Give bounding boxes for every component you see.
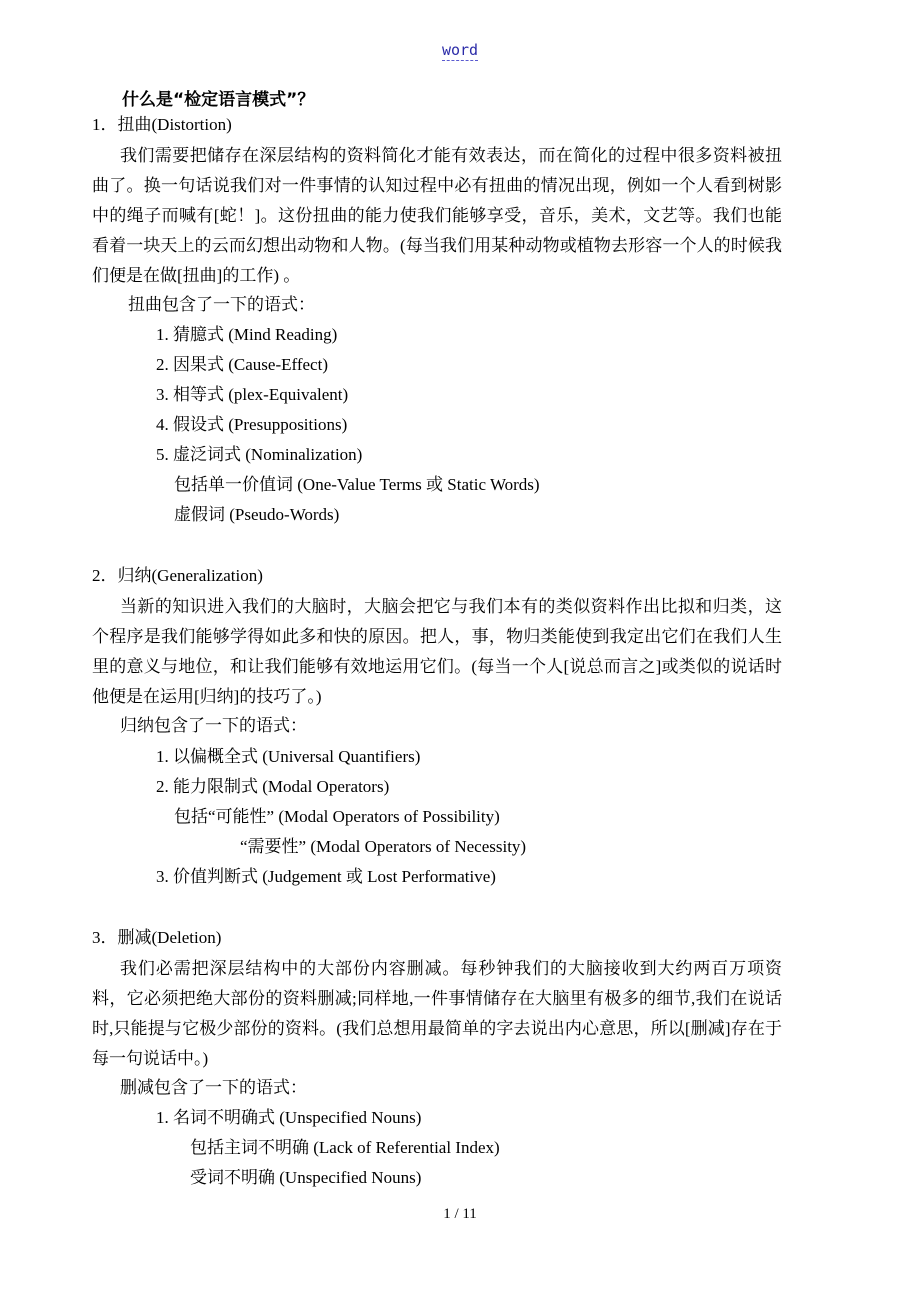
list-item: 2. 能力限制式 (Modal Operators) bbox=[156, 777, 390, 796]
page-title: 什么是“检定语言模式”？ bbox=[122, 90, 315, 110]
list-item: 3. 相等式 (plex-Equivalent) bbox=[156, 385, 349, 404]
list-subitem: 包括主词不明确 (Lack of Referential Index) bbox=[190, 1138, 500, 1157]
section-heading-distortion: 1．扭曲(Distortion) bbox=[92, 115, 232, 134]
list-subitem: 包括单一价值词 (One-Value Terms 或 Static Words) bbox=[174, 475, 540, 494]
list-item: 5. 虚泛词式 (Nominalization) bbox=[156, 445, 363, 464]
list-item: 1. 以偏概全式 (Universal Quantifiers) bbox=[156, 747, 421, 766]
section-paragraph-deletion: 我们必需把深层结构中的大部份内容删减。每秒钟我们的大脑接收到大约两百万项资料，它必须把绝大部份的资料删减;同样地,一件事情储存在大脑里有极多的细节,我们在说话时,只能提与它极少部份的资料。(我们总想用最简单的字去说出内心意思，所以[删减]存在于每一句说话中。) bbox=[92, 959, 782, 1068]
list-subitem: “需要性” (Modal Operators of Necessity) bbox=[240, 837, 527, 856]
list-item: 3. 价值判断式 (Judgement 或 Lost Performative) bbox=[156, 867, 496, 886]
list-subitem: 受词不明确 (Unspecified Nouns) bbox=[190, 1168, 422, 1187]
section-heading-deletion: 3．删减(Deletion) bbox=[92, 928, 222, 947]
list-item: 4. 假设式 (Presuppositions) bbox=[156, 415, 348, 434]
list-item: 1. 名词不明确式 (Unspecified Nouns) bbox=[156, 1108, 422, 1127]
list-subitem: 虚假词 (Pseudo-Words) bbox=[174, 505, 340, 524]
section-heading-generalization: 2．归纳(Generalization) bbox=[92, 566, 263, 585]
header-word-text[interactable]: word bbox=[441, 41, 479, 59]
list-item: 2. 因果式 (Cause-Effect) bbox=[156, 355, 328, 374]
section-paragraph-distortion: 我们需要把储存在深层结构的资料简化才能有效表达，而在简化的过程中很多资料被扭曲了。换一句话说我们对一件事情的认知过程中必有扭曲的情况出现，例如一个人看到树影中的绳子而喊有[蛇！]。这份扭曲的能力使我们能够享受，音乐，美术，文艺等。我们也能看着一块天上的云而幻想出动物和人物。(每当我们用某种动物或植物去形容一个人的时候我们便是在做[扭曲]的工作) 。 bbox=[92, 146, 782, 285]
section-intro-deletion: 删减包含了一下的语式： bbox=[120, 1078, 307, 1097]
page-number: 1 / 11 bbox=[443, 1206, 477, 1222]
list-subitem: 包括“可能性” (Modal Operators of Possibility) bbox=[174, 807, 500, 826]
header-word-link[interactable] bbox=[0, 41, 920, 59]
section-paragraph-generalization: 当新的知识进入我们的大脑时，大脑会把它与我们本有的类似资料作出比拟和归类，这个程序是我们能够学得如此多和快的原因。把人，事，物归类能使到我定出它们在我们人生里的意义与地位，和让我们能够有效地运用它们。(每当一个人[说总而言之]或类似的说话时他便是在运用[归纳]的技巧了。) bbox=[92, 597, 782, 706]
list-item: 1. 猜臆式 (Mind Reading) bbox=[156, 325, 338, 344]
section-intro-distortion: 扭曲包含了一下的语式： bbox=[128, 295, 315, 314]
section-intro-generalization: 归纳包含了一下的语式： bbox=[120, 716, 307, 735]
